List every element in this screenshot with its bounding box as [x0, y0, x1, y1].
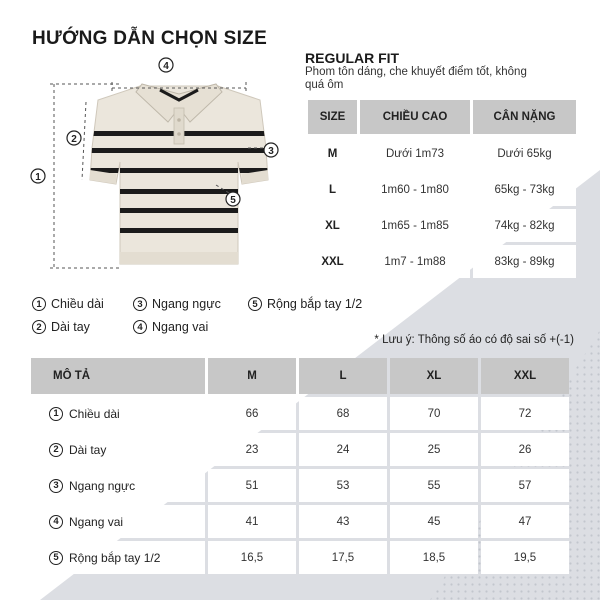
legend-label: Ngang vai: [152, 320, 209, 334]
value-cell: 53: [299, 469, 387, 502]
value-cell: 47: [481, 505, 569, 538]
weight-cell: 65kg - 73kg: [473, 173, 576, 206]
height-cell: 1m65 - 1m85: [360, 209, 470, 242]
marker-2-label: 2: [71, 134, 77, 145]
legend-num: 5: [248, 297, 262, 311]
value-cell: 45: [390, 505, 478, 538]
value-cell: 23: [208, 433, 296, 466]
header-size-m: M: [208, 358, 296, 394]
value-cell: 66: [208, 397, 296, 430]
header-size-xl: XL: [390, 358, 478, 394]
legend-label: Ngang ngực: [152, 297, 221, 311]
row-label: [31, 505, 205, 538]
row-num: 5: [49, 551, 63, 565]
value-cell: 19,5: [481, 541, 569, 574]
value-cell: 18,5: [390, 541, 478, 574]
height-cell: 1m7 - 1m88: [360, 245, 470, 278]
table-row: [308, 173, 576, 206]
row-num: 2: [49, 443, 63, 457]
size-cell: L: [308, 173, 357, 206]
marker-3-label: 3: [268, 146, 274, 157]
measurement-table-header: [31, 358, 569, 394]
row-label: [31, 397, 205, 430]
table-row: [31, 397, 569, 430]
table-row: [308, 209, 576, 242]
value-cell: 16,5: [208, 541, 296, 574]
value-cell: 24: [299, 433, 387, 466]
table-row: [308, 245, 576, 278]
marker-5-label: 5: [230, 195, 236, 206]
weight-cell: Dưới 65kg: [473, 137, 576, 170]
legend-num: 2: [32, 320, 46, 334]
value-cell: 25: [390, 433, 478, 466]
legend-item-4: [133, 320, 208, 334]
fit-description: Phom tôn dáng, che khuyết điểm tốt, không quá ôm: [305, 66, 527, 91]
value-cell: 26: [481, 433, 569, 466]
row-label-text: Rộng bắp tay 1/2: [69, 550, 161, 565]
weight-cell: 74kg - 82kg: [473, 209, 576, 242]
table-row: [31, 505, 569, 538]
value-cell: 41: [208, 505, 296, 538]
legend-item-2: [32, 320, 90, 334]
row-label: [31, 469, 205, 502]
legend-item-1: [32, 297, 104, 311]
table-row: [31, 541, 569, 574]
row-label: [31, 541, 205, 574]
legend-label: Chiều dài: [51, 297, 104, 311]
table-row: [31, 469, 569, 502]
size-table-header: [308, 100, 576, 134]
legend-label: Dài tay: [51, 320, 90, 334]
height-cell: 1m60 - 1m80: [360, 173, 470, 206]
measurement-table: [28, 355, 572, 577]
legend-num: 1: [32, 297, 46, 311]
row-label-text: Ngang vai: [69, 514, 124, 529]
fit-title: REGULAR FIT: [305, 50, 400, 66]
header-size: SIZE: [308, 100, 357, 134]
legend-label: Rộng bắp tay 1/2: [267, 297, 363, 311]
row-num: 3: [49, 479, 63, 493]
size-table: [305, 97, 579, 281]
weight-cell: 83kg - 89kg: [473, 245, 576, 278]
value-cell: 70: [390, 397, 478, 430]
row-num: 1: [49, 407, 63, 421]
height-cell: Dưới 1m73: [360, 137, 470, 170]
table-row: [31, 433, 569, 466]
value-cell: 55: [390, 469, 478, 502]
header-height: CHIỀU CAO: [360, 100, 470, 134]
header-size-l: L: [299, 358, 387, 394]
value-cell: 68: [299, 397, 387, 430]
row-label-text: Ngang ngực: [69, 478, 136, 493]
legend-num: 3: [133, 297, 147, 311]
tolerance-note: * Lưu ý: Thông số áo có độ sai số +(-1): [374, 334, 574, 346]
value-cell: 43: [299, 505, 387, 538]
legend-num: 4: [133, 320, 147, 334]
size-cell: XL: [308, 209, 357, 242]
legend-item-5: [248, 297, 362, 311]
row-label: [31, 433, 205, 466]
table-row: [308, 137, 576, 170]
value-cell: 72: [481, 397, 569, 430]
value-cell: 17,5: [299, 541, 387, 574]
marker-1-label: 1: [35, 172, 41, 183]
header-weight: CÂN NẶNG: [473, 100, 576, 134]
size-cell: M: [308, 137, 357, 170]
size-cell: XXL: [308, 245, 357, 278]
header-size-xxl: XXL: [481, 358, 569, 394]
header-description: MÔ TẢ: [31, 358, 205, 394]
row-label-text: Chiều dài: [69, 406, 120, 421]
legend-item-3: [133, 297, 221, 311]
shirt-illustration: [20, 52, 290, 282]
page-title: HƯỚNG DẪN CHỌN SIZE: [32, 28, 268, 49]
value-cell: 57: [481, 469, 569, 502]
row-num: 4: [49, 515, 63, 529]
marker-4-label: 4: [163, 61, 169, 72]
value-cell: 51: [208, 469, 296, 502]
row-label-text: Dài tay: [69, 442, 107, 457]
